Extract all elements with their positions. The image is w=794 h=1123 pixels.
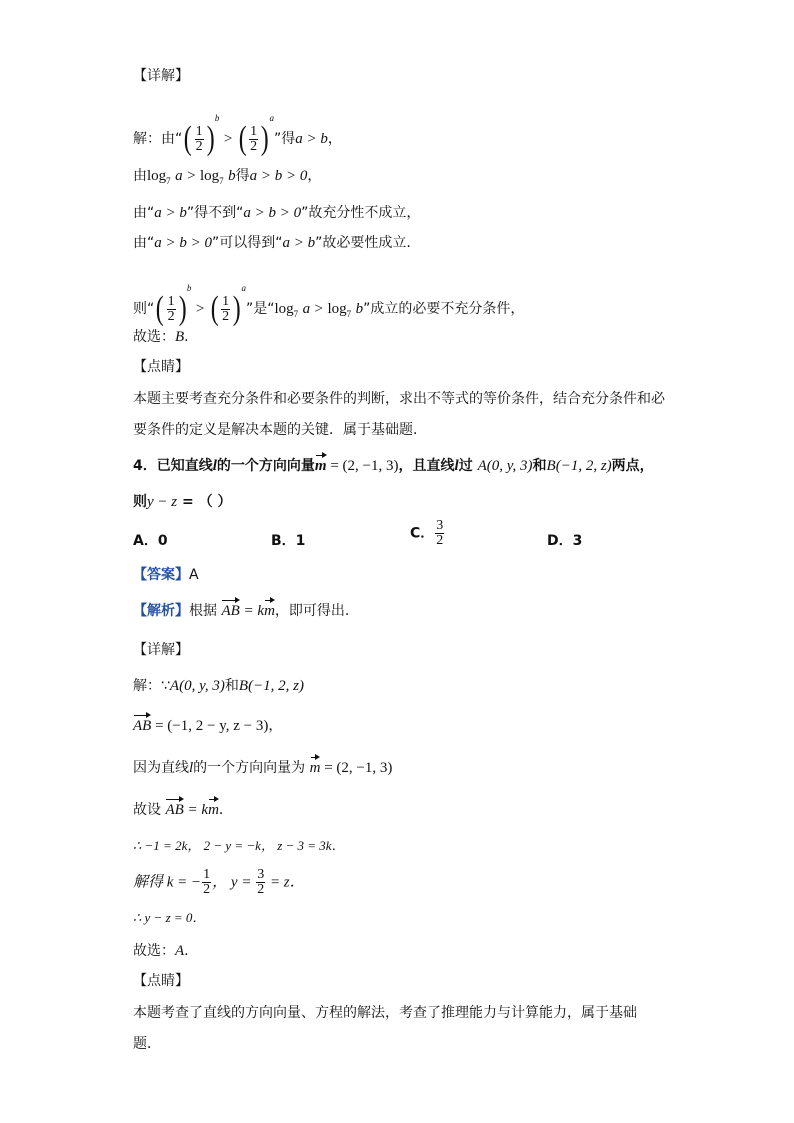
option-a: A．0 bbox=[133, 533, 168, 549]
comment-text-1: 本题主要考查充分条件和必要条件的判断，求出不等式的等价条件，结合充分条件和必 bbox=[133, 391, 665, 407]
detail-line-4: 故设 AB = km． bbox=[133, 802, 233, 818]
comment-heading: 【点睛】 bbox=[133, 359, 189, 375]
comment-q4-text-2: 题． bbox=[133, 1036, 161, 1052]
option-d: D．3 bbox=[547, 533, 583, 549]
solution-line-2: 由$\log_7 a > \log_7 b$得a > b > 0， bbox=[133, 168, 322, 186]
detail-line-2: AB = (−1, 2 − y, z − 3)， bbox=[133, 718, 283, 734]
comment-heading-q4: 【点睛】 bbox=[133, 973, 189, 989]
comment-q4-text-1: 本题考查了直线的方向向量、方程的解法，考查了推理能力与计算能力，属于基础 bbox=[133, 1005, 637, 1021]
answer-line: 【答案】A bbox=[133, 567, 199, 583]
solution-line-4: 由“a > b > 0”可以得到“a > b”故必要性成立. bbox=[133, 235, 411, 251]
comment-text-2: 要条件的定义是解决本题的关键．属于基础题． bbox=[133, 422, 427, 438]
detail-line-3: 因为直线l的一个方向向量为 m = (2, −1, 3) bbox=[133, 760, 393, 776]
option-c: C． $\frac{3}{2}$ bbox=[410, 518, 444, 548]
question-4-stem-line-1: 4．已知直线l的一个方向向量m = (2, −1, 3)，且直线l过 A(0, y, 3)和B(−1, 2, z)两点， bbox=[133, 458, 654, 474]
solution-answer-q4: 故选：A. bbox=[133, 943, 189, 959]
option-b: B．1 bbox=[271, 533, 306, 549]
solution-line-1: 解：由“( $\frac{1}{2}$ )$^b$ > ( $\frac{1}{2}$ )$^a$”得a > b， bbox=[133, 113, 342, 157]
solution-answer: 故选：B. bbox=[133, 329, 189, 345]
detail-line-7: ∴ y − z = 0． bbox=[133, 910, 206, 925]
detail-line-5: ∴ −1 = 2k， 2 − y = −k， z − 3 = 3k． bbox=[133, 838, 345, 853]
question-4-stem-line-2: 则y − z = （ ） bbox=[133, 494, 232, 510]
detail-heading: 【详解】 bbox=[133, 68, 189, 84]
solution-line-3: 由“a > b”得不到“a > b > 0”故充分性不成立， bbox=[133, 205, 421, 221]
detail-line-1: 解：∵A(0, y, 3)和B(−1, 2, z) bbox=[133, 678, 305, 694]
detail-heading-q4: 【详解】 bbox=[133, 642, 189, 658]
analysis-line: 【解析】根据 AB = km，即可得出. bbox=[133, 603, 350, 619]
solution-line-5: 则“( $\frac{1}{2}$ )$^b$ > ( $\frac{1}{2}$ )$^a$”是“$\log_7$ $a > \log_7 b$”成立的必要不充分条件， bbox=[133, 283, 525, 327]
detail-line-6: 解得 k = − $\frac{1}{2}$ ， y = $\frac{3}{2}$ = z． bbox=[133, 867, 305, 897]
